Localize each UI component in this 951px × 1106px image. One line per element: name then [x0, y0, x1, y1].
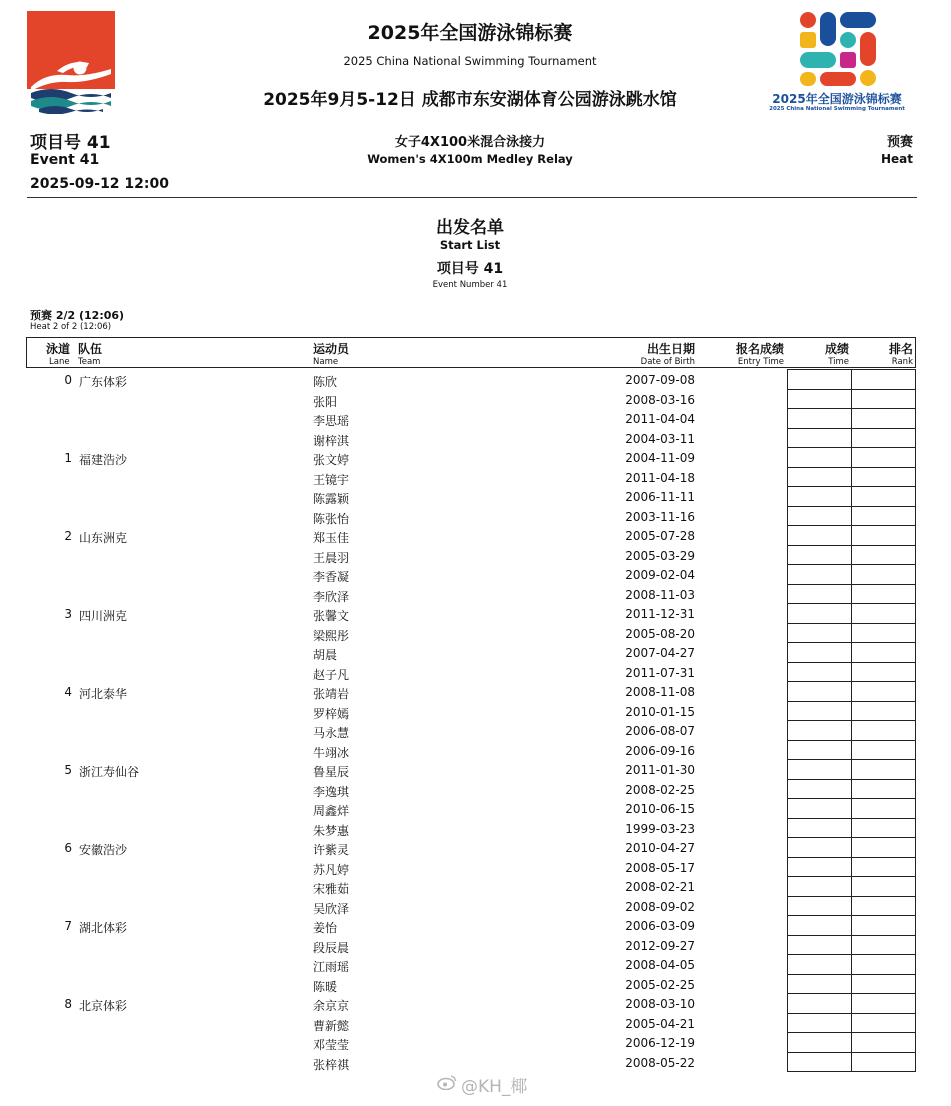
swimmer-name: 李欣泽: [313, 589, 350, 604]
start-list-title-en: Start List: [439, 238, 501, 252]
col-lane-header: 泳道: [46, 342, 71, 356]
swimmer-name: 鲁星辰: [313, 765, 350, 779]
swimmer-dob: 2004-03-11: [625, 431, 695, 446]
swimmer-name: 陈露颖: [313, 492, 350, 506]
rank-cell: [851, 545, 916, 566]
swimmer-dob: 2008-05-22: [625, 1055, 695, 1070]
start-list-event-number: 项目号 41: [436, 261, 504, 277]
result-grid-row: [787, 681, 916, 701]
rank-cell: [851, 447, 916, 468]
time-cell: [787, 662, 852, 683]
result-grid-row: [787, 798, 916, 818]
swimmer-dob: 2005-03-29: [625, 548, 695, 563]
col-entry-header: 报名成绩: [735, 342, 784, 356]
logo-right-subtitle: 2025 China National Swimming Tournament: [769, 106, 905, 112]
swimmer-dob: 2005-02-25: [625, 977, 695, 992]
rank-cell: [851, 701, 916, 722]
swimmer-name: 谢梓淇: [313, 433, 350, 448]
swimmer-name: 江雨瑶: [313, 960, 350, 974]
rank-cell: [851, 837, 916, 858]
swimmer-name: 李思瑶: [313, 414, 350, 428]
rank-cell: [851, 915, 916, 936]
swimmer-dob: 2004-11-09: [625, 451, 695, 465]
time-cell: [787, 642, 852, 663]
time-cell: [787, 584, 852, 605]
swimmer-name: 姜怡: [313, 921, 338, 935]
lane-number: 8: [64, 997, 72, 1011]
rank-cell: [851, 935, 916, 956]
rank-cell: [851, 974, 916, 995]
result-grid-row: [787, 1013, 916, 1033]
col-name-header: 运动员: [313, 342, 350, 356]
time-cell: [787, 837, 852, 858]
swimmer-dob: 1999-03-23: [625, 821, 695, 836]
time-cell: [787, 428, 852, 449]
rank-cell: [851, 525, 916, 546]
swimmer-dob: 2005-07-28: [625, 529, 695, 543]
swimmer-name: 郑玉佳: [313, 531, 350, 545]
team-name: 广东体彩: [79, 375, 128, 389]
result-grid-row: [787, 759, 916, 779]
time-cell: [787, 681, 852, 702]
swimmer-name: 张文婷: [313, 453, 350, 467]
result-grid-row: [787, 993, 916, 1013]
lane-number: 6: [64, 841, 72, 855]
rank-cell: [851, 603, 916, 624]
result-grid-row: [787, 623, 916, 643]
swimmer-name: 牛翊冰: [313, 745, 350, 760]
rank-cell: [851, 467, 916, 488]
race-name-en: Women's 4X100m Medley Relay: [367, 152, 573, 166]
team-name: 北京体彩: [79, 999, 128, 1013]
lane-number: 5: [64, 763, 72, 777]
lane-number: 7: [64, 919, 72, 933]
lane-number: 0: [64, 373, 72, 387]
time-cell: [787, 467, 852, 488]
swimmer-name: 王镜宇: [313, 472, 350, 487]
swimmer-name: 张梓祺: [313, 1057, 350, 1072]
col-time-header: 成绩: [824, 342, 849, 356]
col-dob-header: 出生日期: [646, 342, 695, 356]
weibo-icon: [437, 1074, 457, 1095]
phase-label-en: Heat: [880, 152, 913, 166]
swimmer-name: 宋雅茹: [313, 882, 350, 896]
swimmer-dob: 2008-11-03: [625, 587, 695, 602]
time-cell: [787, 525, 852, 546]
swimmer-dob: 2008-02-21: [625, 880, 695, 894]
team-name: 山东洲克: [79, 531, 128, 545]
col-time-header-en: Time: [828, 357, 849, 367]
rank-cell: [851, 779, 916, 800]
swimmer-name: 吴欣泽: [313, 901, 350, 916]
col-entry-header-en: Entry Time: [737, 357, 784, 367]
time-cell: [787, 740, 852, 761]
rank-cell: [851, 876, 916, 897]
time-cell: [787, 759, 852, 780]
header-divider: [27, 197, 917, 198]
result-grid-row: [787, 779, 916, 799]
swimmer-dob: 2005-08-20: [625, 626, 695, 641]
time-cell: [787, 623, 852, 644]
col-name-header-en: Name: [313, 357, 339, 367]
result-grid-row: [787, 857, 916, 877]
col-dob-header-en: Date of Birth: [640, 357, 695, 367]
time-cell: [787, 779, 852, 800]
result-grid-row: [787, 642, 916, 662]
swimmer-name: 曹新懿: [313, 1018, 350, 1033]
rank-cell: [851, 818, 916, 839]
swimmer-name: 张阳: [313, 394, 338, 409]
swimmer-dob: 2006-09-16: [625, 743, 695, 758]
result-grid-row: [787, 486, 916, 506]
rank-cell: [851, 720, 916, 741]
swimmer-dob: 2011-04-04: [625, 412, 695, 426]
swimmer-dob: 2008-03-16: [625, 392, 695, 407]
team-name: 福建浩沙: [79, 453, 128, 467]
swimmer-dob: 2007-04-27: [625, 646, 695, 660]
result-grid-row: [787, 701, 916, 721]
rank-cell: [851, 1013, 916, 1034]
result-grid-row: [787, 954, 916, 974]
result-grid-row: [787, 369, 916, 389]
tournament-title: 2025年全国游泳锦标赛: [367, 22, 573, 44]
swimmer-name: 王晨羽: [313, 550, 350, 565]
result-grid-row: [787, 447, 916, 467]
swimmer-dob: 2011-04-18: [625, 470, 695, 485]
swimmer-dob: 2006-11-11: [625, 490, 695, 504]
swimmer-name: 陈暖: [313, 979, 338, 994]
result-grid-row: [787, 506, 916, 526]
lane-number: 1: [64, 451, 72, 465]
start-list-event-number-en: Event Number 41: [432, 280, 508, 290]
rank-cell: [851, 681, 916, 702]
event-number: 项目号 41: [30, 133, 111, 153]
result-grid: [787, 369, 916, 1071]
result-grid-row: [787, 408, 916, 428]
time-cell: [787, 915, 852, 936]
swimmer-name: 梁熙彤: [313, 628, 350, 643]
time-cell: [787, 818, 852, 839]
col-rank-header: 排名: [888, 342, 913, 356]
time-cell: [787, 876, 852, 897]
col-rank-header-en: Rank: [891, 357, 913, 367]
col-lane-header-en: Lane: [49, 357, 70, 367]
swimmer-dob: 2006-03-09: [625, 919, 695, 933]
rank-cell: [851, 1032, 916, 1053]
rank-cell: [851, 623, 916, 644]
time-cell: [787, 389, 852, 410]
rank-cell: [851, 740, 916, 761]
swimmer-dob: 2003-11-16: [625, 509, 695, 524]
rank-cell: [851, 389, 916, 410]
result-grid-row: [787, 974, 916, 994]
rank-cell: [851, 993, 916, 1014]
race-name: 女子4X100米混合泳接力: [394, 135, 546, 150]
rank-cell: [851, 896, 916, 917]
team-name: 四川洲克: [79, 609, 128, 623]
watermark: [437, 1072, 527, 1097]
team-name: 浙江寿仙谷: [79, 765, 140, 779]
result-grid-row: [787, 389, 916, 409]
result-grid-row: [787, 915, 916, 935]
swimmer-name: 李逸琪: [313, 784, 350, 799]
swimmer-name: 马永慧: [313, 726, 350, 740]
result-grid-row: [787, 584, 916, 604]
swimmer-name: 苏凡婷: [313, 862, 350, 877]
lane-number: 2: [64, 529, 72, 543]
result-grid-row: [787, 740, 916, 760]
swimmer-name: 李香凝: [313, 570, 350, 584]
heat-label: 预赛 2/2 (12:06): [30, 309, 125, 322]
rank-cell: [851, 408, 916, 429]
result-grid-row: [787, 525, 916, 545]
time-cell: [787, 720, 852, 741]
rank-cell: [851, 1052, 916, 1073]
time-cell: [787, 1052, 852, 1073]
tournament-logo-left: [27, 11, 115, 114]
rank-cell: [851, 798, 916, 819]
swimmer-name: 赵子凡: [313, 667, 350, 682]
swimmer-name: 陈张怡: [313, 511, 350, 526]
heat-label-en: Heat 2 of 2 (12:06): [30, 322, 112, 332]
time-cell: [787, 369, 852, 390]
time-cell: [787, 506, 852, 527]
team-name: 河北泰华: [79, 687, 128, 701]
swimmer-dob: 2010-06-15: [625, 802, 695, 816]
swimmer-name: 余京京: [313, 999, 350, 1013]
swimmer-name: 张靖岩: [313, 687, 350, 701]
time-cell: [787, 896, 852, 917]
time-cell: [787, 993, 852, 1014]
swimmer-name: 许紫灵: [313, 843, 350, 857]
swimmer-name: 朱梦惠: [313, 823, 350, 838]
result-grid-row: [787, 545, 916, 565]
team-name: 安徽浩沙: [79, 843, 128, 857]
swimmer-name: 周鑫烊: [313, 804, 350, 818]
tournament-title-en: 2025 China National Swimming Tournament: [343, 54, 597, 68]
team-name: 湖北体彩: [79, 921, 128, 935]
swimmer-dob: 2007-09-08: [625, 373, 695, 387]
logo-right-title: 2025年全国游泳锦标赛: [772, 92, 902, 106]
result-grid-row: [787, 603, 916, 623]
swimmer-dob: 2010-01-15: [625, 704, 695, 719]
rank-cell: [851, 428, 916, 449]
rank-cell: [851, 759, 916, 780]
rank-cell: [851, 584, 916, 605]
phase-label: 预赛: [886, 135, 913, 150]
col-team-header: 队伍: [78, 342, 103, 356]
time-cell: [787, 974, 852, 995]
start-list-title: 出发名单: [436, 218, 504, 238]
time-cell: [787, 857, 852, 878]
swimmer-name: 陈欣: [313, 375, 338, 389]
result-grid-row: [787, 1052, 916, 1072]
lane-number: 4: [64, 685, 72, 699]
tournament-logo-right: [798, 10, 878, 88]
time-cell: [787, 603, 852, 624]
time-cell: [787, 447, 852, 468]
swimmer-dob: 2008-02-25: [625, 782, 695, 797]
swimmer-dob: 2011-07-31: [625, 665, 695, 680]
result-grid-row: [787, 662, 916, 682]
swimmer-dob: 2010-04-27: [625, 841, 695, 855]
result-grid-row: [787, 876, 916, 896]
result-grid-row: [787, 428, 916, 448]
swimmer-name: 邓莹莹: [313, 1038, 350, 1052]
swimmer-name: 胡晨: [313, 648, 338, 662]
result-grid-row: [787, 720, 916, 740]
rank-cell: [851, 857, 916, 878]
swimmer-dob: 2008-05-17: [625, 860, 695, 875]
result-grid-row: [787, 467, 916, 487]
time-cell: [787, 545, 852, 566]
time-cell: [787, 564, 852, 585]
result-grid-row: [787, 837, 916, 857]
result-grid-row: [787, 564, 916, 584]
swimmer-dob: 2008-09-02: [625, 899, 695, 914]
watermark-text: @KH_椰: [461, 1077, 528, 1097]
rank-cell: [851, 369, 916, 390]
swimmer-dob: 2006-12-19: [625, 1036, 695, 1050]
result-grid-row: [787, 935, 916, 955]
time-cell: [787, 935, 852, 956]
rank-cell: [851, 506, 916, 527]
swimmer-dob: 2008-11-08: [625, 685, 695, 699]
swimmer-dob: 2012-09-27: [625, 938, 695, 953]
time-cell: [787, 1013, 852, 1034]
swimmer-dob: 2011-01-30: [625, 763, 695, 777]
result-grid-row: [787, 1032, 916, 1052]
swimmer-dob: 2008-03-10: [625, 997, 695, 1011]
result-grid-row: [787, 896, 916, 916]
rank-cell: [851, 564, 916, 585]
swimmer-dob: 2008-04-05: [625, 958, 695, 972]
time-cell: [787, 954, 852, 975]
time-cell: [787, 486, 852, 507]
time-cell: [787, 1032, 852, 1053]
rank-cell: [851, 662, 916, 683]
time-cell: [787, 408, 852, 429]
swimmer-name: 段辰晨: [313, 940, 350, 955]
swimmer-dob: 2009-02-04: [625, 568, 695, 582]
rank-cell: [851, 642, 916, 663]
swimmer-name: 罗梓嫣: [313, 706, 350, 721]
time-cell: [787, 798, 852, 819]
event-number-en: Event 41: [30, 152, 100, 168]
time-cell: [787, 701, 852, 722]
event-datetime: 2025-09-12 12:00: [30, 176, 169, 192]
venue-line: 2025年9月5-12日 成都市东安湖体育公园游泳跳水馆: [263, 90, 677, 110]
swimmer-dob: 2005-04-21: [625, 1016, 695, 1031]
col-team-header-en: Team: [78, 357, 101, 367]
swimmer-dob: 2006-08-07: [625, 724, 695, 738]
rank-cell: [851, 486, 916, 507]
lane-number: 3: [64, 607, 72, 621]
swimmer-dob: 2011-12-31: [625, 607, 695, 621]
swimmer-name: 张馨文: [313, 609, 350, 623]
rank-cell: [851, 954, 916, 975]
result-grid-row: [787, 818, 916, 838]
